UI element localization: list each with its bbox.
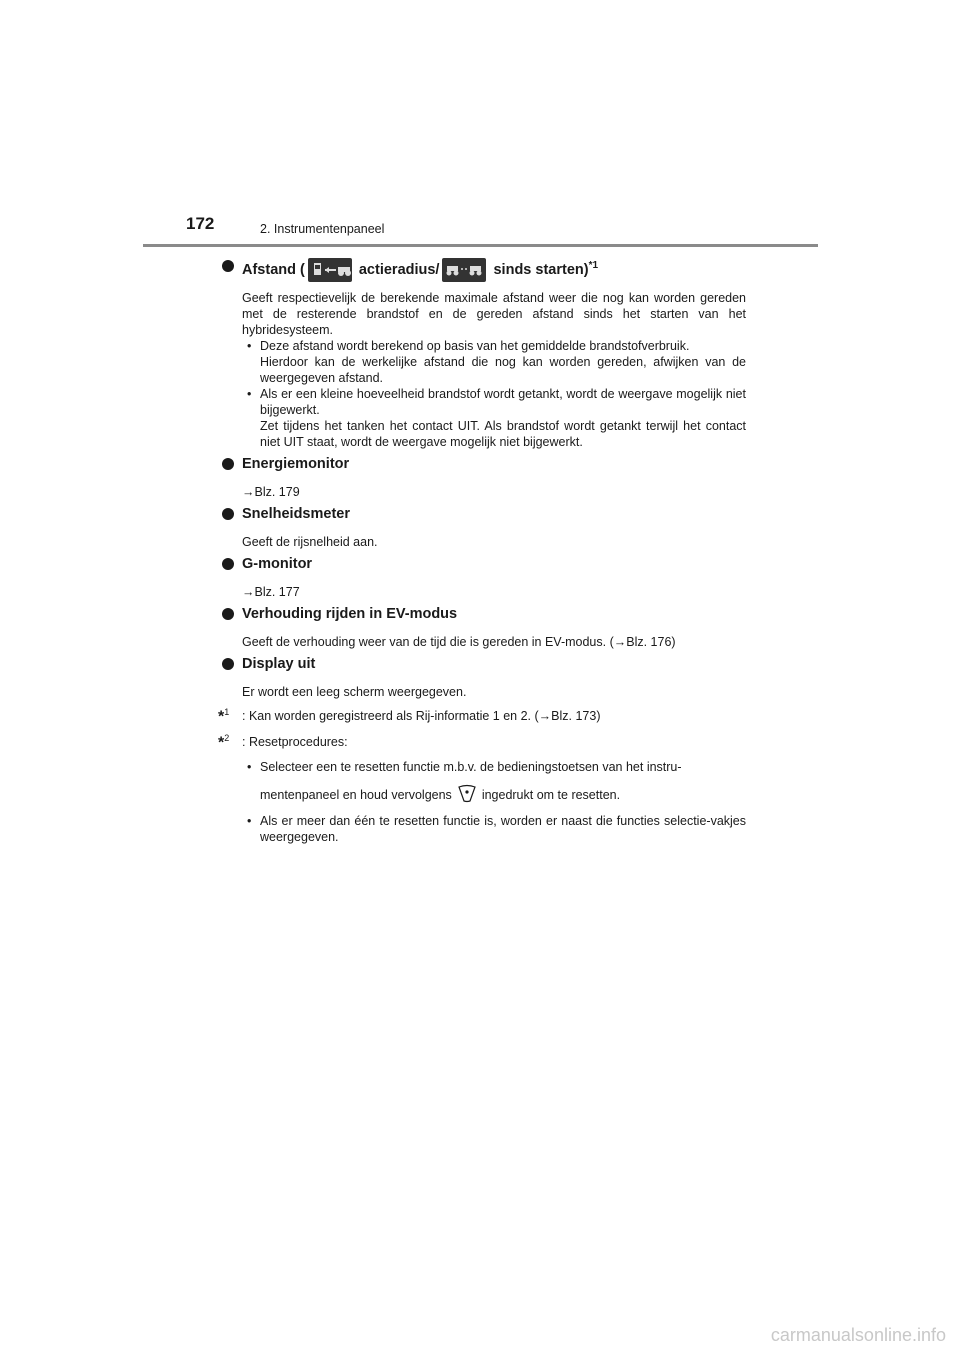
bullet-icon <box>222 608 234 620</box>
list-item-text: ingedrukt om te resetten. <box>481 787 621 802</box>
header-rule <box>143 244 818 247</box>
section-heading-ev <box>222 604 746 624</box>
bullet-dot: • <box>247 814 252 828</box>
heading-text: Energiemonitor <box>242 456 350 472</box>
bullet-dot: • <box>247 339 252 353</box>
list-item-line: Deze afstand wordt berekend op basis van het gemiddelde brandstofverbruik. <box>260 339 690 353</box>
paragraph: Er wordt een leeg scherm weergegeven. <box>242 685 467 699</box>
footnote-1 <box>218 707 746 726</box>
section-body-display <box>242 684 746 700</box>
list-item <box>242 338 746 386</box>
list-item-line: Selecteer een te resetten functie m.b.v. de bedieningstoetsen van het instru- <box>260 760 682 774</box>
section-body-energiemonitor <box>242 484 746 500</box>
page-reference: →Blz. 177 <box>242 585 300 599</box>
list-item <box>242 758 746 809</box>
heading-text: Snelheidsmeter <box>242 506 350 522</box>
bullet-icon <box>222 458 234 470</box>
paragraph: Geeft de verhouding weer van de tijd die is gereden in EV-modus. (→Blz. 176) <box>242 635 676 649</box>
section-heading-display <box>222 654 746 674</box>
bullet-list <box>242 338 746 450</box>
footnote-marker <box>218 704 229 725</box>
chapter-title: 2. Instrumentenpaneel <box>260 222 385 236</box>
bullet-icon <box>222 260 234 272</box>
page-number: 172 <box>186 214 215 233</box>
footnote-number: 1 <box>224 707 230 717</box>
fuel-range-icon <box>308 258 352 282</box>
footnote-number: 2 <box>224 733 230 743</box>
content <box>218 256 746 845</box>
heading-text: Verhouding rijden in EV-modus <box>242 606 458 622</box>
asterisk: * <box>218 708 225 726</box>
list-item-line: Als er meer dan één te resetten functie is, worden er naast die functies selectie-vakjes weergegeven. <box>260 814 746 844</box>
section-body-ev <box>242 634 746 650</box>
section-heading-gmonitor <box>222 554 746 574</box>
bullet-dot: • <box>247 760 252 774</box>
list-item-line: Als er een kleine hoeveelheid brandstof wordt getankt, wordt de weergave mogelijk niet bijgewerkt. <box>260 387 746 417</box>
footnote-text: : Kan worden geregistreerd als Rij-informatie 1 en 2. (→Blz. 173) <box>242 709 601 723</box>
heading-text-mid: actieradius/ <box>354 261 440 278</box>
section-body-gmonitor <box>242 584 746 600</box>
footnote-2 <box>218 733 746 845</box>
watermark: carmanualsonline.info <box>770 1325 946 1345</box>
heading-text: G-monitor <box>242 556 313 572</box>
page-reference: →Blz. 179 <box>242 485 300 499</box>
section-body-afstand <box>242 290 746 450</box>
list-item-line: Hierdoor kan de werkelijke afstand die nog kan worden gereden, afwijken van de weergegeven afstand. <box>260 355 746 385</box>
heading-text: Afstand ( <box>242 261 305 278</box>
footnote-ref: *1 <box>588 260 599 271</box>
section-heading-afstand <box>222 256 746 282</box>
heading-text: Display uit <box>242 656 316 672</box>
section-body-snelheidsmeter <box>242 534 746 550</box>
heading-text-after: sinds starten) <box>489 261 589 278</box>
section-heading-snelheidsmeter <box>222 504 746 524</box>
footnote-marker <box>218 730 229 751</box>
bullet-list <box>242 758 746 845</box>
list-item-line <box>260 782 746 809</box>
bullet-icon <box>222 508 234 520</box>
list-item <box>242 386 746 450</box>
list-item-line: Zet tijdens het tanken het contact UIT. Als brandstof wordt getankt terwijl het contact niet UIT staat, wordt de weergave mogelijk niet bijgewerkt. <box>260 419 746 449</box>
enter-button-icon <box>456 782 478 809</box>
bullet-icon <box>222 558 234 570</box>
footnote-text: : Resetprocedures: <box>242 735 348 749</box>
bullet-dot: • <box>247 387 252 401</box>
asterisk: * <box>218 734 225 752</box>
bullet-icon <box>222 658 234 670</box>
distance-since-start-icon <box>442 258 486 282</box>
section-heading-energiemonitor <box>222 454 746 474</box>
list-item-text: mentenpaneel en houd vervolgens <box>260 787 452 802</box>
paragraph: Geeft de rijsnelheid aan. <box>242 535 378 549</box>
list-item <box>242 813 746 845</box>
paragraph: Geeft respectievelijk de berekende maximale afstand weer die nog kan worden gereden met de resterende brandstof en de gereden afstand sinds het starten van het hybridesysteem. <box>242 291 746 337</box>
